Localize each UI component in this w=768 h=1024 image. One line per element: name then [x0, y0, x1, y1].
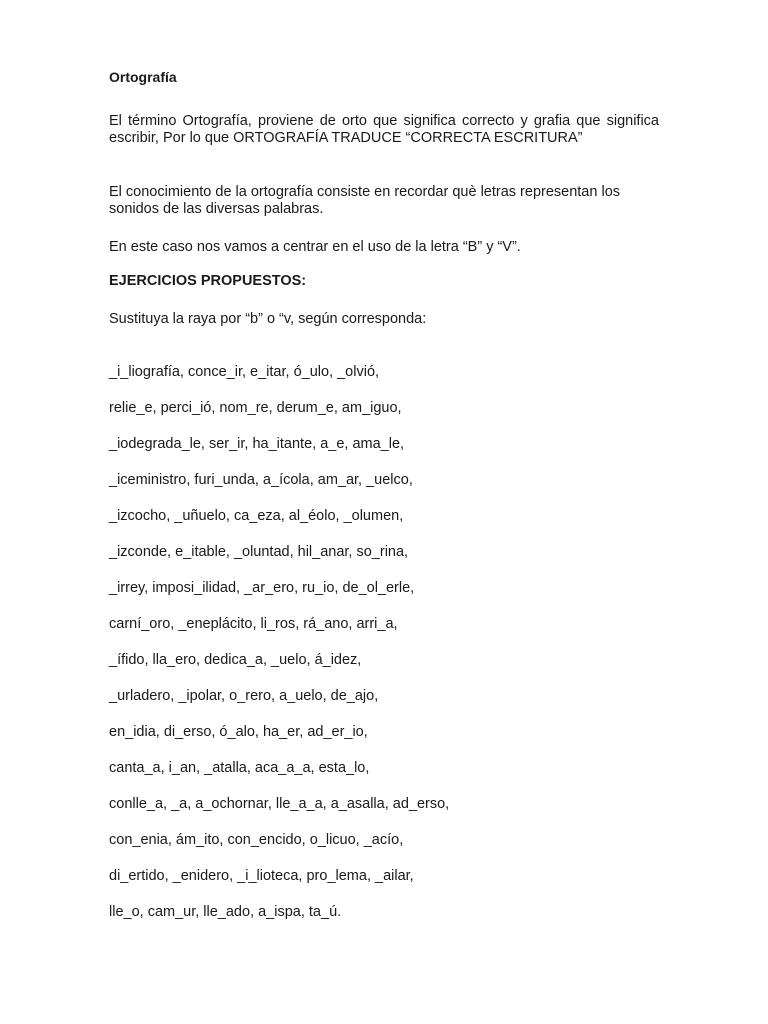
exercise-line: carní_oro, _eneplácito, li_ros, rá_ano, arri_a, — [109, 616, 398, 632]
exercise-line: _iceministro, furi_unda, a_ícola, am_ar, _uelco, — [109, 472, 413, 488]
knowledge-paragraph: El conocimiento de la ortografía consiste en recordar què letras representan los sonidos de las diversas palabras. — [109, 184, 621, 217]
exercise-line: _izcocho, _uñuelo, ca_eza, al_éolo, _olumen, — [109, 508, 404, 524]
document-title: Ortografía — [109, 69, 177, 85]
exercise-list — [109, 364, 659, 940]
intro-paragraph: El término Ortografía, proviene de orto que significa correcto y grafia que significa escribir, Por lo que ORTOGRAFÍA TRADUCE “CORRECTA ESCRITURA” — [109, 113, 659, 146]
exercise-line: lle_o, cam_ur, lle_ado, a_ispa, ta_ú. — [109, 904, 342, 920]
focus-paragraph: En este caso nos vamos a centrar en el uso de la letra “B” y “V”. — [109, 239, 521, 255]
exercise-line: di_ertido, _enidero, _i_lioteca, pro_lema, _ailar, — [109, 868, 414, 884]
exercise-line: canta_a, i_an, _atalla, aca_a_a, esta_lo, — [109, 760, 370, 776]
exercise-line: _urladero, _ipolar, o_rero, a_uelo, de_ajo, — [109, 688, 379, 704]
exercise-line: _irrey, imposi_ilidad, _ar_ero, ru_io, de_ol_erle, — [109, 580, 415, 596]
exercise-line: _ífido, lla_ero, dedica_a, _uelo, á_idez, — [109, 652, 362, 668]
exercise-line: conlle_a, _a, a_ochornar, lle_a_a, a_asalla, ad_erso, — [109, 796, 450, 812]
exercise-line: _izconde, e_itable, _oluntad, hil_anar, so_rina, — [109, 544, 409, 560]
instruction-text: Sustituya la raya por “b” o “v, según corresponda: — [109, 311, 427, 327]
exercise-line: _iodegrada_le, ser_ir, ha_itante, a_e, ama_le, — [109, 436, 405, 452]
exercise-line: en_idia, di_erso, ó_alo, ha_er, ad_er_io, — [109, 724, 368, 740]
exercise-line: relie_e, perci_ió, nom_re, derum_e, am_iguo, — [109, 400, 402, 416]
exercise-line: con_enia, ám_ito, con_encido, o_licuo, _acío, — [109, 832, 404, 848]
exercises-heading: EJERCICIOS PROPUESTOS: — [109, 273, 307, 289]
exercise-line: _i_liografía, conce_ir, e_itar, ó_ulo, _olvió, — [109, 364, 380, 380]
